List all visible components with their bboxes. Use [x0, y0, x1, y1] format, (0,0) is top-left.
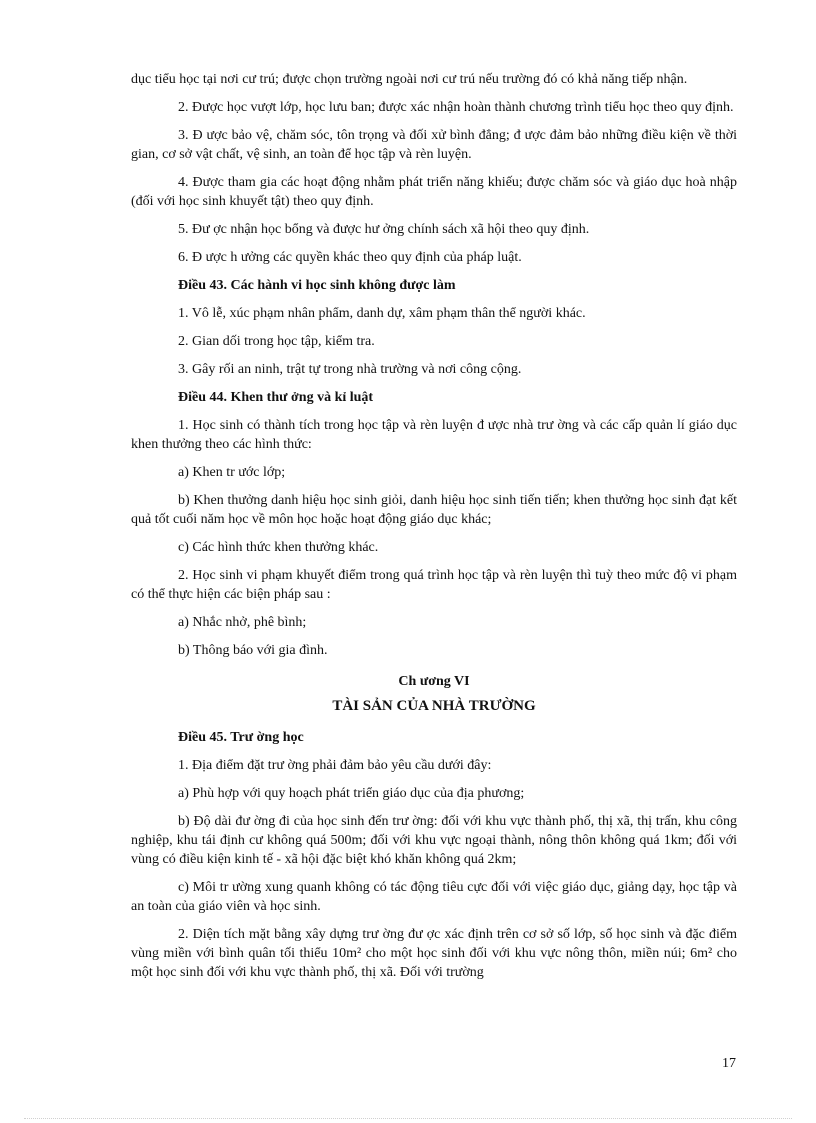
article-44-title: Điều 44. Khen thư ởng và kỉ luật: [178, 390, 374, 405]
para-right-4: 4. Được tham gia các hoạt động nhằm phát triển năng khiếu; được chăm sóc và giáo dục hoà nhập (đối với học sinh khuyết tật) theo quy định.: [131, 175, 737, 209]
article-43-item-1: 1. Vô lễ, xúc phạm nhân phẩm, danh dự, xâm phạm thân thể người khác.: [178, 306, 586, 321]
article-45-title: Điều 45. Trư ờng học: [178, 730, 304, 745]
para-continuation: dục tiểu học tại nơi cư trú; được chọn trường ngoài nơi cư trú nếu trường đó có khả năng tiếp nhận.: [131, 72, 688, 87]
chapter-label: Ch ương VI: [398, 674, 470, 689]
article-44-item-2: 2. Học sinh vi phạm khuyết điểm trong quá trình học tập và rèn luyện thì tuỳ theo mức độ vi phạm có thể thực hiện các biện pháp sau :: [131, 568, 737, 602]
para-right-6: 6. Đ ược h ưởng các quyền khác theo quy định của pháp luật.: [178, 250, 522, 265]
article-45-item-1a: a) Phù hợp với quy hoạch phát triển giáo dục của địa phương;: [178, 786, 525, 801]
article-45-item-1: 1. Địa điểm đặt trư ờng phải đảm bảo yêu cầu dưới đây:: [178, 758, 492, 773]
para-right-2: 2. Được học vượt lớp, học lưu ban; được xác nhận hoàn thành chương trình tiểu học theo quy định.: [178, 100, 734, 115]
para-right-3: 3. Đ ược bảo vệ, chăm sóc, tôn trọng và đối xử bình đẳng; đ ược đảm bảo những điều kiện về thời gian, cơ sở vật chất, vệ sinh, an toàn để học tập và rèn luyện.: [131, 128, 737, 162]
article-45-item-2: 2. Diện tích mặt bằng xây dựng trư ờng đư ợc xác định trên cơ sở số lớp, số học sinh và đặc điểm vùng miền với bình quân tối thiểu 10m² cho một học sinh đối với khu vực nông thôn, miền núi; 6m² cho một học sinh đối với khu vực thành phố, thị xã. Đối với trường: [131, 927, 737, 980]
article-44-item-1c: c) Các hình thức khen thưởng khác.: [178, 540, 379, 555]
article-43-title: Điều 43. Các hành vi học sinh không được làm: [178, 278, 456, 293]
article-44-item-2b: b) Thông báo với gia đình.: [178, 643, 328, 658]
article-43-item-2: 2. Gian dối trong học tập, kiểm tra.: [178, 334, 375, 349]
article-44-item-1: 1. Học sinh có thành tích trong học tập và rèn luyện đ ược nhà trư ờng và các cấp quản lí giáo dục khen thưởng theo các hình thức:: [131, 418, 737, 452]
page-number: 17: [722, 1056, 736, 1071]
para-right-5: 5. Đư ợc nhận học bổng và được hư ởng chính sách xã hội theo quy định.: [178, 222, 590, 237]
article-45-item-1c: c) Môi tr ường xung quanh không có tác động tiêu cực đối với việc giáo dục, giảng dạy, học tập và an toàn của giáo viên và học sinh.: [131, 880, 737, 914]
page-bottom-divider: [24, 1118, 792, 1119]
article-44-item-1b: b) Khen thưởng danh hiệu học sinh giỏi, danh hiệu học sinh tiến tiến; khen thưởng học sinh đạt kết quả tốt cuối năm học về môn học hoặc hoạt động giáo dục khác;: [131, 493, 737, 527]
article-45-item-1b: b) Độ dài đư ờng đi của học sinh đến trư ờng: đối với khu vực thành phố, thị xã, thị trấn, khu công nghiệp, khu tái định cư không quá 500m; đối với khu vực ngoại thành, nông thôn không quá 1km; đối với vùng có điều kiện kinh tế - xã hội đặc biệt khó khăn không quá 2km;: [131, 814, 737, 867]
article-43-item-3: 3. Gây rối an ninh, trật tự trong nhà trường và nơi công cộng.: [178, 362, 522, 377]
article-44-item-1a: a) Khen tr ước lớp;: [178, 465, 286, 480]
chapter-title: TÀI SẢN CỦA NHÀ TRƯỜNG: [332, 698, 536, 714]
document-body: [131, 70, 737, 991]
article-44-item-2a: a) Nhắc nhở, phê bình;: [178, 615, 307, 630]
